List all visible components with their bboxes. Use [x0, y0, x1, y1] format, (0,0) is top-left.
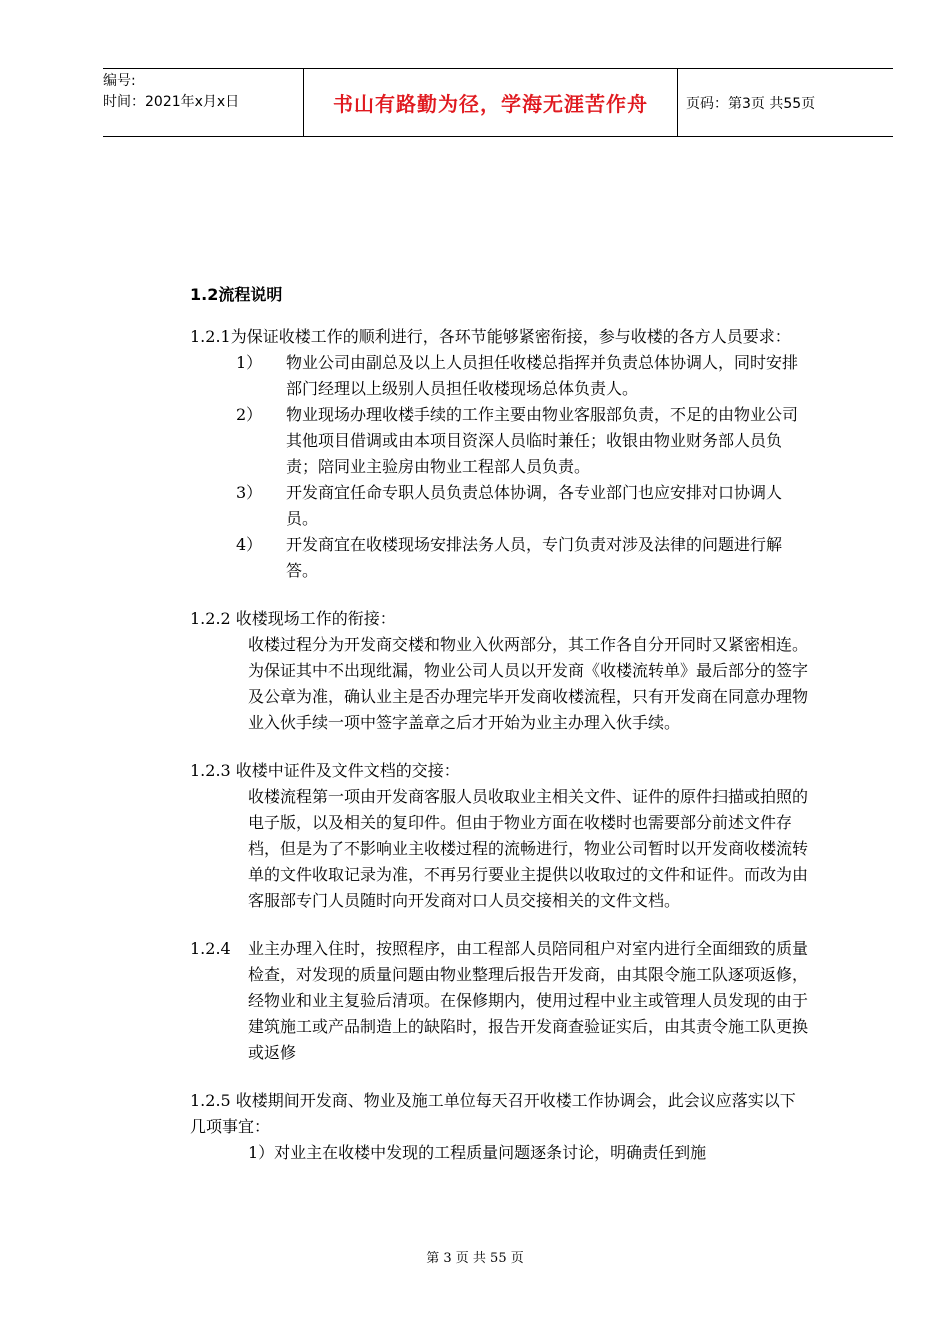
paragraph-text: 业主办理入住时，按照程序，由工程部人员陪同租户对室内进行全面细致的质量检查，对发现的质量问题由物业整理后报告开发商，由其限令施工队逐项返修，经物业和业主复验后清项。在保修期内，使用过程中业主或管理人员发现的由于建筑施工或产品制造上的缺陷时，报告开发商查验证实后，由其责令施工队更换或返修 — [248, 939, 809, 1062]
paragraph-1-2-3-heading: 1.2.3 收楼中证件及文件文档的交接： — [190, 761, 460, 780]
page-header — [103, 68, 893, 137]
list-item-number: 4） — [236, 535, 263, 554]
document-body — [190, 282, 810, 1166]
spacer — [190, 736, 810, 758]
list-item — [190, 402, 810, 480]
page-footer: 第 3 页 共 55 页 — [426, 1251, 524, 1266]
number-label: 编号: — [103, 73, 136, 89]
header-left-cell — [103, 69, 304, 136]
paragraph-number: 1.2.4 — [190, 939, 231, 958]
list-item-number: 1） — [236, 353, 263, 372]
header-motto-cell — [304, 69, 678, 136]
paragraph-1-2-2-body: 收楼过程分为开发商交楼和物业入伙两部分，其工作各自分开同时又紧密相连。为保证其中不出现纰漏，物业公司人员以开发商《收楼流转单》最后部分的签字及公章为准，确认业主是否办理完毕开发商收楼流程，只有开发商在同意办理物业入伙手续一项中签字盖章之后才开始为业主办理入伙手续。 — [248, 635, 809, 732]
paragraph-1-2-2-heading: 1.2.2 收楼现场工作的衔接： — [190, 609, 396, 628]
paragraph-1-2-5-intro: 1.2.5 收楼期间开发商、物业及施工单位每天召开收楼工作协调会，此会议应落实以下几项事宜： — [190, 1091, 796, 1136]
list-item-text: 开发商宜在收楼现场安排法务人员，专门负责对涉及法律的问题进行解答。 — [286, 535, 783, 580]
list-item — [190, 350, 810, 402]
list-item-text: 开发商宜任命专职人员负责总体协调，各专业部门也应安排对口协调人员。 — [286, 483, 783, 528]
list-item — [190, 532, 810, 584]
page-label: 页码：第3页 共55页 — [686, 95, 816, 112]
list-item-number: 3） — [236, 483, 263, 502]
paragraph-1-2-1-intro: 1.2.1为保证收楼工作的顺利进行，各环节能够紧密衔接，参与收楼的各方人员要求： — [190, 327, 791, 346]
list-item-text: 物业公司由副总及以上人员担任收楼总指挥并负责总体协调人，同时安排部门经理以上级别人员担任收楼现场总体负责人。 — [286, 353, 799, 398]
spacer — [190, 584, 810, 606]
paragraph-1-2-5-item-1: 1）对业主在收楼中发现的工程质量问题逐条讨论，明确责任到施 — [248, 1143, 707, 1162]
header-page-cell — [678, 69, 893, 136]
spacer — [190, 1066, 810, 1088]
paragraph-1-2-3-body: 收楼流程第一项由开发商客服人员收取业主相关文件、证件的原件扫描或拍照的电子版，以及相关的复印件。但由于物业方面在收楼时也需要部分前述文件存档，但是为了不影响业主收楼过程的流畅进行，物业公司暂时以开发商收楼流转单的文件收取记录为准，不再另行要业主提供以收取过的文件和证件。而改为由客服部专门人员随时向开发商对口人员交接相关的文件文档。 — [248, 787, 809, 910]
motto-text: 书山有路勤为径，学海无涯苦作舟 — [333, 92, 648, 116]
list-item — [190, 480, 810, 532]
spacer — [190, 914, 810, 936]
list-item-number: 2） — [236, 405, 263, 424]
time-label: 时间：2021年x月x日 — [103, 94, 240, 110]
list-item-text: 物业现场办理收楼手续的工作主要由物业客服部负责，不足的由物业公司其他项目借调或由本项目资深人员临时兼任；收银由物业财务部人员负责；陪同业主验房由物业工程部人员负责。 — [286, 405, 799, 476]
section-title: 1.2流程说明 — [190, 285, 283, 304]
paragraph-1-2-4 — [190, 936, 810, 1066]
